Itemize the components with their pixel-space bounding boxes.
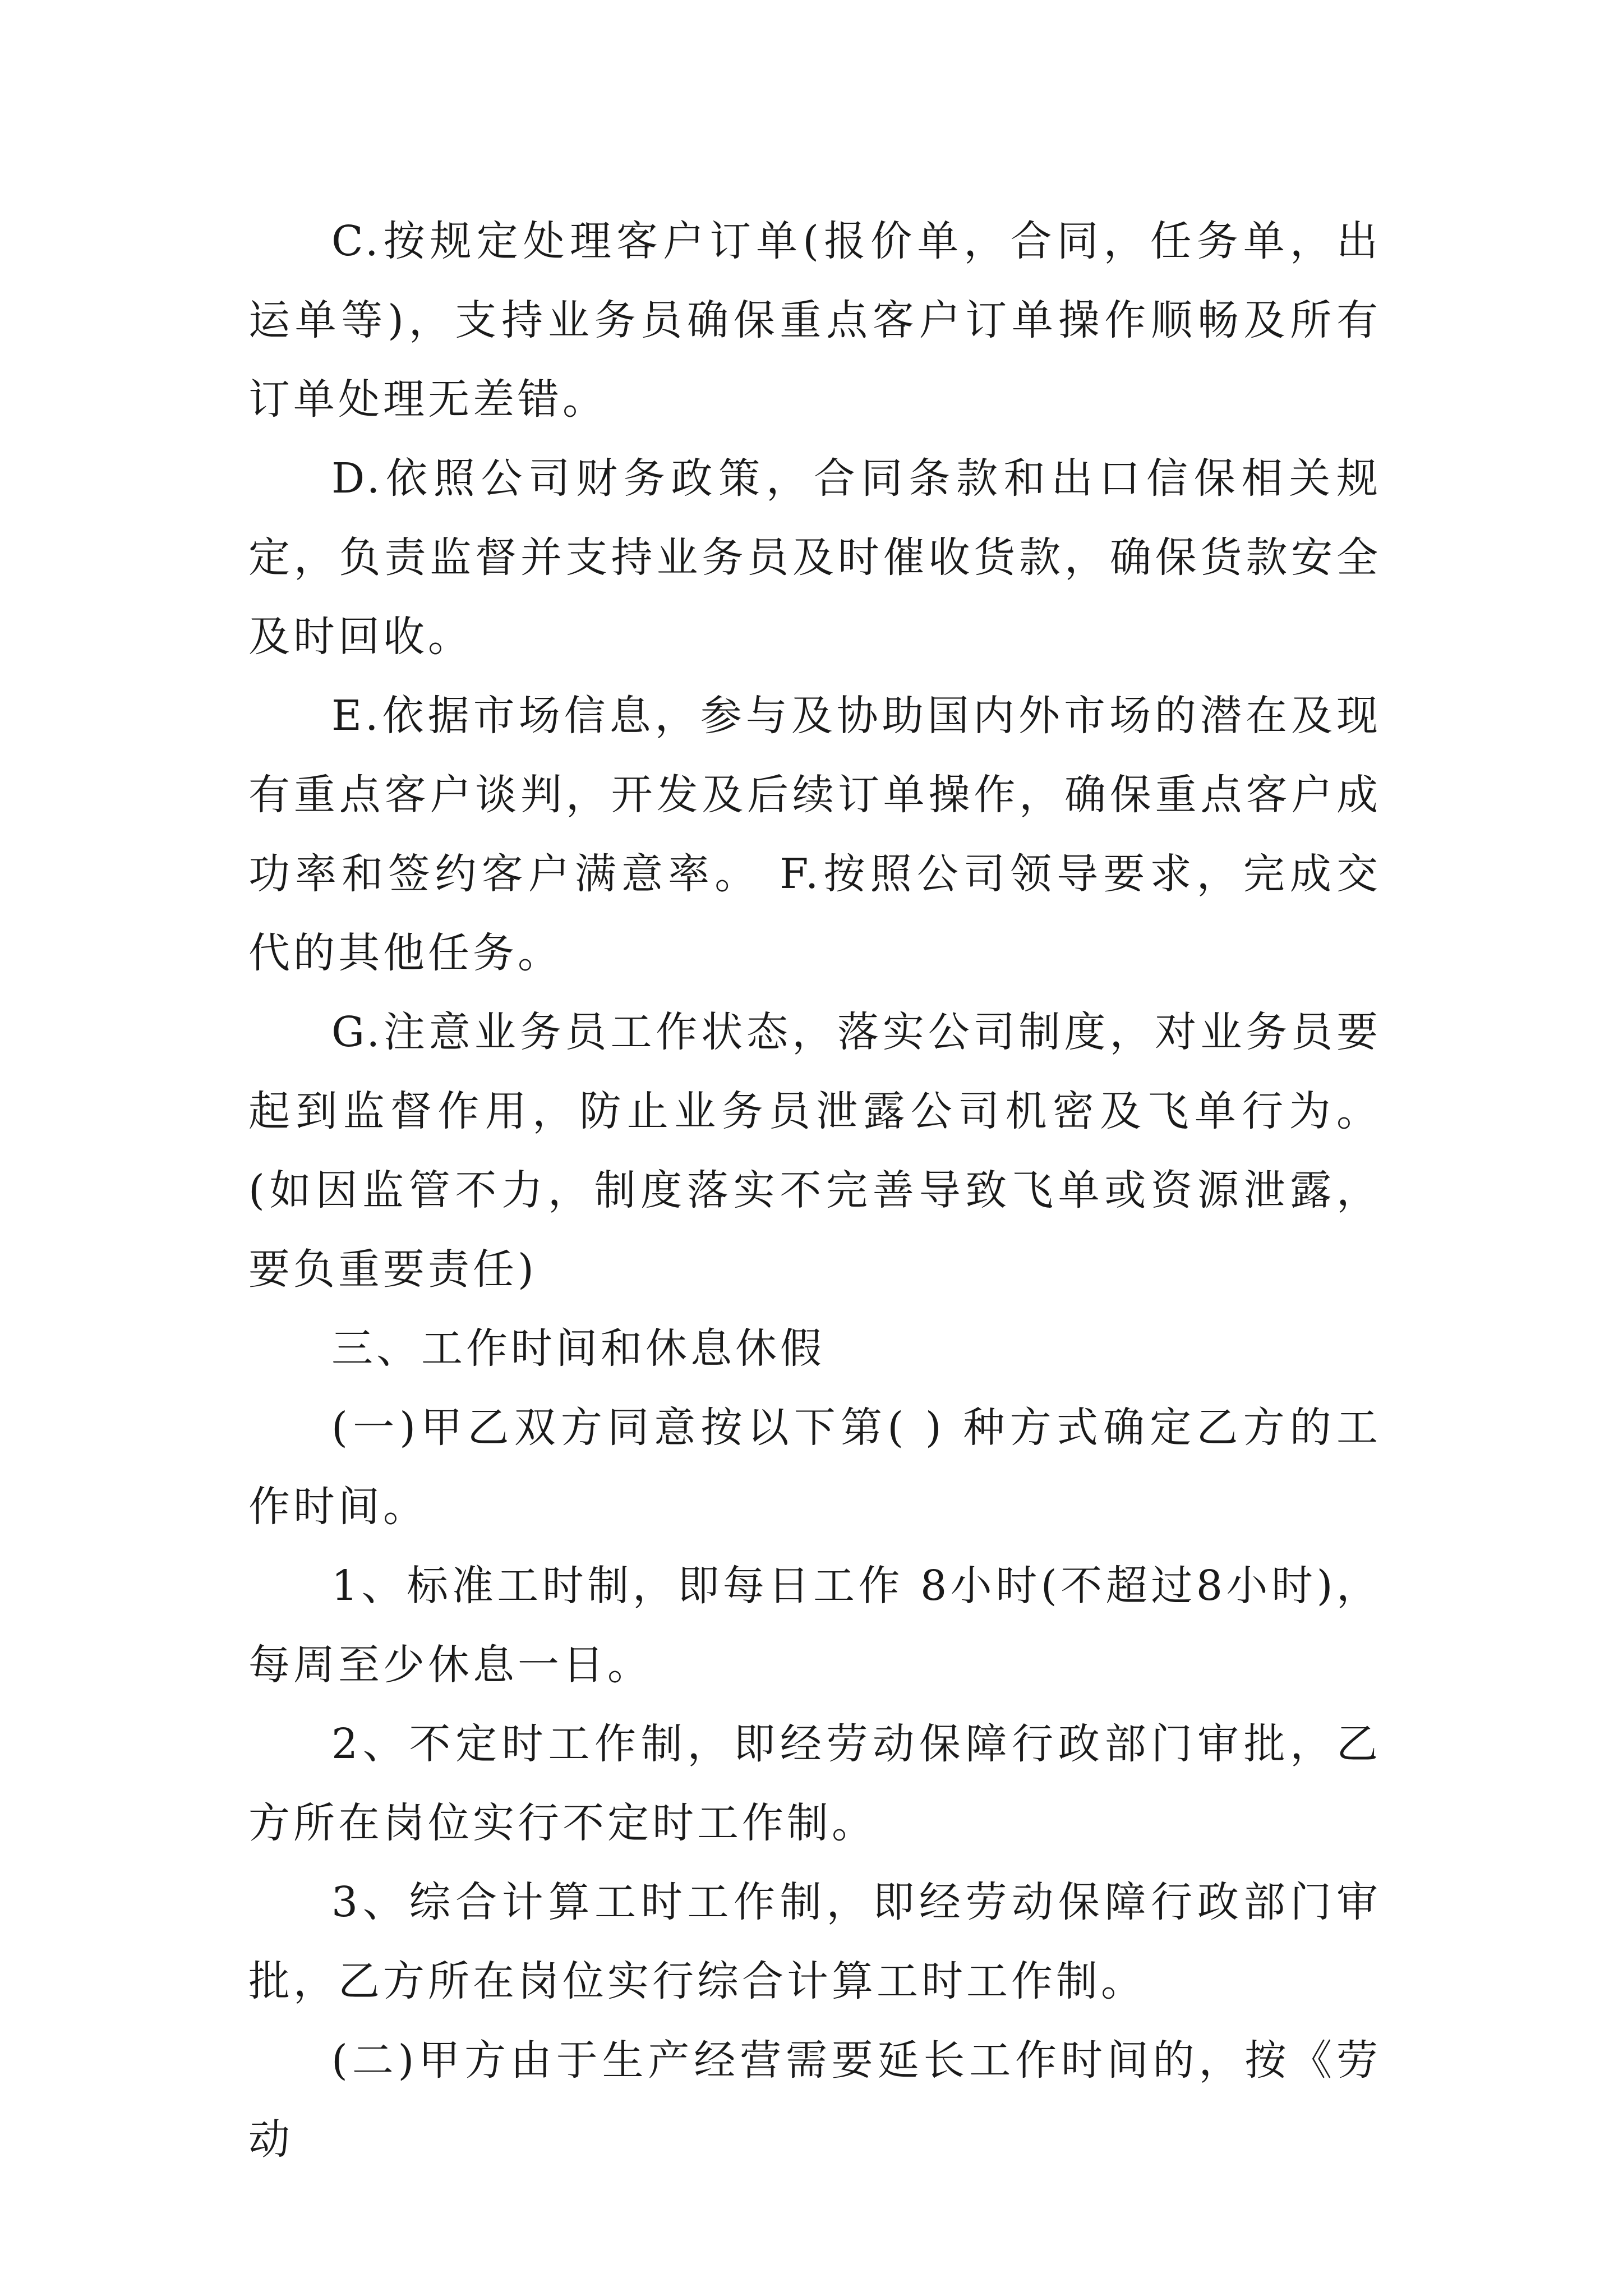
paragraph-supervision: G.注意业务员工作状态，落实公司制度，对业务员要起到监督作用，防止业务员泄露公司机密及飞单行为。(如因监管不力，制度落实不完善导致飞单或资源泄露，要负重要责任)	[248, 1008, 1381, 1294]
document-body	[248, 202, 1381, 2179]
paragraph-work-time-method: (一)甲乙双方同意按以下第( ) 种方式确定乙方的工作时间。	[248, 1404, 1381, 1531]
paragraph-payment-collection: D.依照公司财务政策，合同条款和出口信保相关规定，负责监督并支持业务员及时催收货款，确保货款安全及时回收。	[248, 454, 1381, 661]
paragraph-order-handling: C.按规定处理客户订单(报价单，合同，任务单，出运单等)，支持业务员确保重点客户订单操作顺畅及所有订单处理无差错。	[248, 217, 1381, 424]
paragraph-flexible-hours: 2、不定时工作制，即经劳动保障行政部门审批，乙方所在岗位实行不定时工作制。	[248, 1720, 1381, 1847]
paragraph-comprehensive-hours: 3、综合计算工时工作制，即经劳动保障行政部门审批，乙方所在岗位实行综合计算工时工作制。	[248, 1878, 1381, 2005]
paragraph-standard-hours: 1、标准工时制，即每日工作 8小时(不超过8小时)，每周至少休息一日。	[248, 1562, 1381, 1689]
section-heading-working-hours: 三、工作时间和休息休假	[331, 1324, 825, 1373]
paragraph-market-negotiation: E.依据市场信息，参与及协助国内外市场的潜在及现有重点客户谈判，开发及后续订单操作，确保重点客户成功率和签约客户满意率。 F.按照公司领导要求，完成交代的其他任务。	[248, 692, 1381, 977]
paragraph-overtime: (二)甲方由于生产经营需要延长工作时间的，按《劳动	[248, 2036, 1381, 2164]
